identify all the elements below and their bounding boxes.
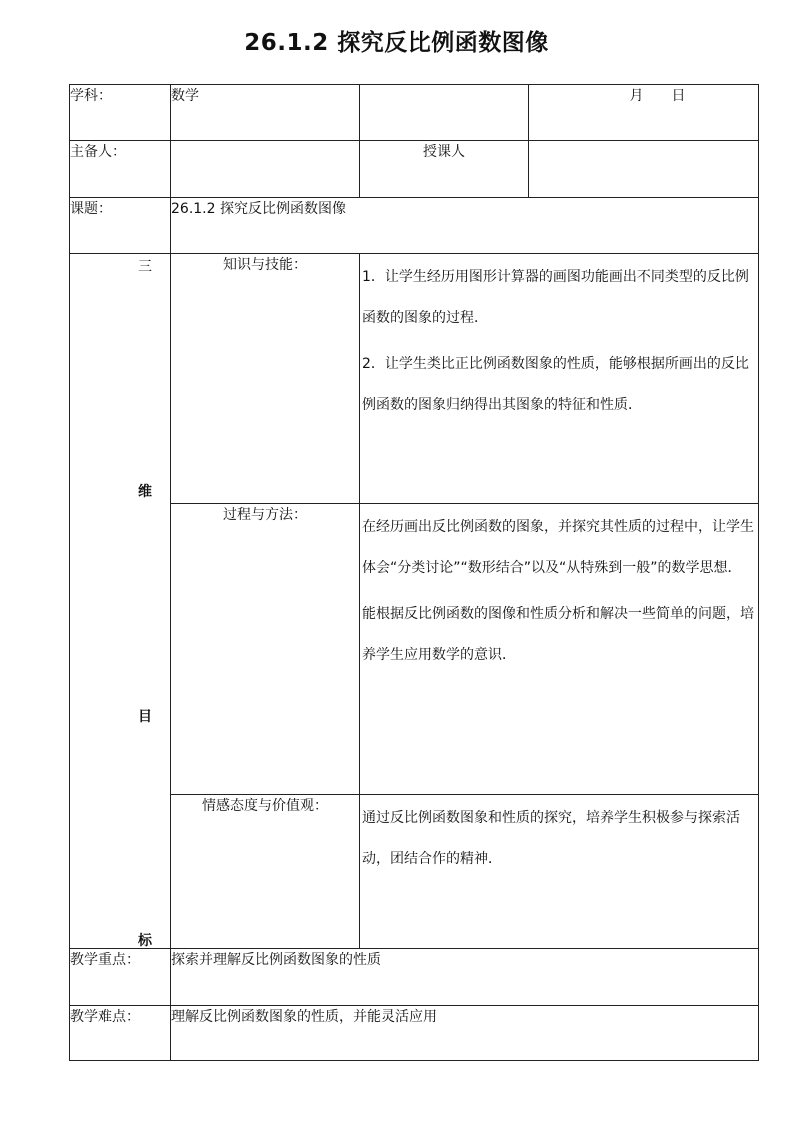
process-content bbox=[360, 504, 759, 795]
blank-cell bbox=[360, 85, 529, 141]
row-attitude bbox=[70, 795, 759, 949]
three-dim-goals-cell bbox=[70, 254, 171, 949]
process-label: 过程与方法： bbox=[171, 504, 360, 795]
knowledge-paragraph-1: 1．让学生经历用图形计算器的画图功能画出不同类型的反比例函数的图象的过程． bbox=[362, 269, 749, 326]
difficult-point-value: 理解反比例函数图象的性质，并能灵活应用 bbox=[171, 1006, 759, 1061]
key-point-value: 探索并理解反比例函数图象的性质 bbox=[171, 949, 759, 1006]
row-difficult-point bbox=[70, 1006, 759, 1061]
topic-label: 课题： bbox=[70, 198, 171, 254]
difficult-point-label: 教学难点： bbox=[70, 1006, 171, 1061]
knowledge-label: 知识与技能： bbox=[171, 254, 360, 504]
subject-label: 学科： bbox=[70, 85, 171, 141]
teacher-value bbox=[529, 141, 759, 198]
document-title: 26.1.2 探究反比例函数图像 bbox=[244, 30, 549, 56]
side-char-3: 目 bbox=[138, 709, 152, 725]
preparer-label: 主备人： bbox=[70, 141, 171, 198]
row-subject bbox=[70, 85, 759, 141]
process-paragraph-2: 能根据反比例函数的图像和性质分析和解决一些简单的问题，培养学生应用数学的意识． bbox=[362, 606, 754, 663]
knowledge-paragraph-2: 2．让学生类比正比例函数图象的性质，能够根据所画出的反比例函数的图象归纳得出其图象的特征和性质． bbox=[362, 356, 749, 413]
topic-value: 26.1.2 探究反比例函数图像 bbox=[171, 198, 759, 254]
date-field bbox=[529, 85, 759, 141]
date-text: 月 日 bbox=[629, 88, 686, 104]
preparer-value bbox=[171, 141, 360, 198]
side-char-1: 三 bbox=[138, 259, 152, 275]
side-char-2: 维 bbox=[138, 484, 152, 500]
subject-value: 数学 bbox=[171, 85, 360, 141]
teacher-label: 授课人 bbox=[360, 141, 529, 198]
knowledge-content bbox=[360, 254, 759, 504]
row-topic bbox=[70, 198, 759, 254]
row-preparer bbox=[70, 141, 759, 198]
lesson-plan-table bbox=[69, 84, 759, 1061]
row-key-point bbox=[70, 949, 759, 1006]
attitude-label: 情感态度与价值观： bbox=[171, 795, 360, 949]
key-point-label: 教学重点： bbox=[70, 949, 171, 1006]
attitude-content bbox=[360, 795, 759, 949]
process-paragraph-1: 在经历画出反比例函数的图象，并探究其性质的过程中，让学生体会“分类讨论”“数形结合”以及“从特殊到一般”的数学思想． bbox=[362, 519, 754, 576]
attitude-paragraph-1: 通过反比例函数图象和性质的探究，培养学生积极参与探索活动，团结合作的精神． bbox=[362, 810, 740, 867]
row-process bbox=[70, 504, 759, 795]
side-char-4: 标 bbox=[138, 933, 152, 949]
row-knowledge bbox=[70, 254, 759, 504]
